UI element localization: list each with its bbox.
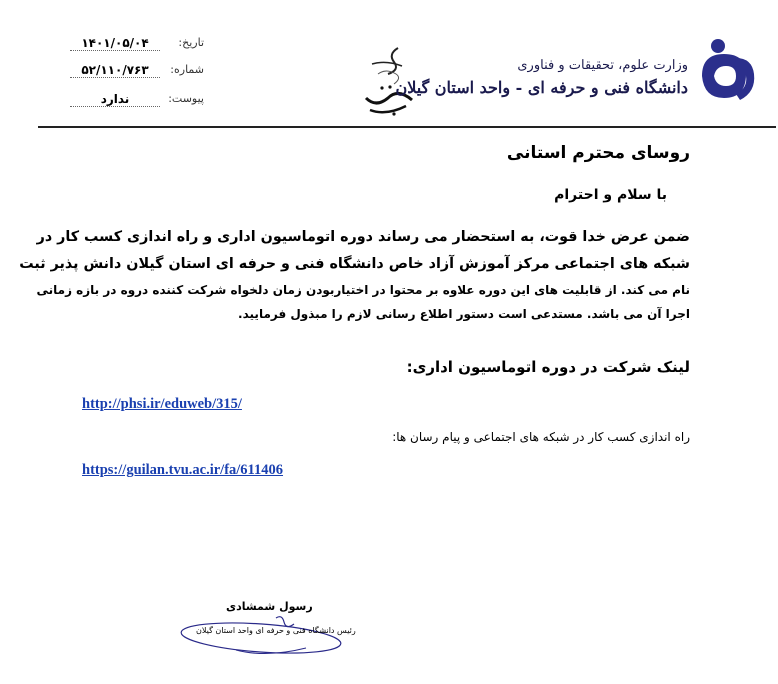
date-value: ۱۴۰۱/۰۵/۰۴ [70,36,160,51]
recipient-heading: روسای محترم استانی [506,143,690,163]
body-line: نام می کند. از قابلیت های این دوره علاوه بر محتوا در اختیاربودن زمان دلخواه شرکت کننده دروه در بازه زمانی [36,283,690,297]
date-label: تاریخ: [178,36,204,49]
header-divider [38,126,776,128]
signer-name: رسول شمشادی [226,600,313,613]
body-line: ضمن عرض خدا قوت، به استحضار می رساند دوره اتوماسیون اداری و راه اندازی کسب کار در [36,229,690,245]
signer-title: رئیس دانشگاه فنی و حرفه ای واحد استان گیلان [196,626,356,635]
ministry-name: وزارت علوم، تحقیقات و فناوری [517,58,688,73]
number-value: ۵۲/۱۱۰/۷۶۳ [70,63,160,78]
number-label: شماره: [170,63,204,76]
attachment-value: ندارد [70,92,160,107]
signature-scribble-icon [176,610,346,660]
body-line: اجرا آن می باشد. مستدعی است دستور اطلاع رسانی لازم را مبذول فرمایید. [238,307,690,321]
link2-heading: راه اندازی کسب کار در شبکه های اجتماعی و پیام رسان ها: [392,430,690,444]
course-link-1[interactable]: http://phsi.ir/eduweb/315/ [82,396,242,412]
attachment-label: پیوست: [168,92,204,105]
university-logo-icon [696,36,760,108]
letter-body [19,229,690,331]
course-link-2[interactable]: https://guilan.tvu.ac.ir/fa/611406 [82,462,284,478]
link1-heading: لینک شرکت در دوره اتوماسیون اداری: [406,358,690,376]
number-row [70,63,204,81]
attachment-row [70,92,204,110]
university-name: دانشگاه فنی و حرفه ای - واحد استان گیلان [395,78,688,97]
greeting: با سلام و احترام [554,187,667,203]
body-line: شبکه های اجتماعی مرکز آموزش آزاد خاص دانشگاه فنی و حرفه ای استان گیلان دانش پذیر ثبت [19,256,690,272]
date-row [70,36,204,54]
